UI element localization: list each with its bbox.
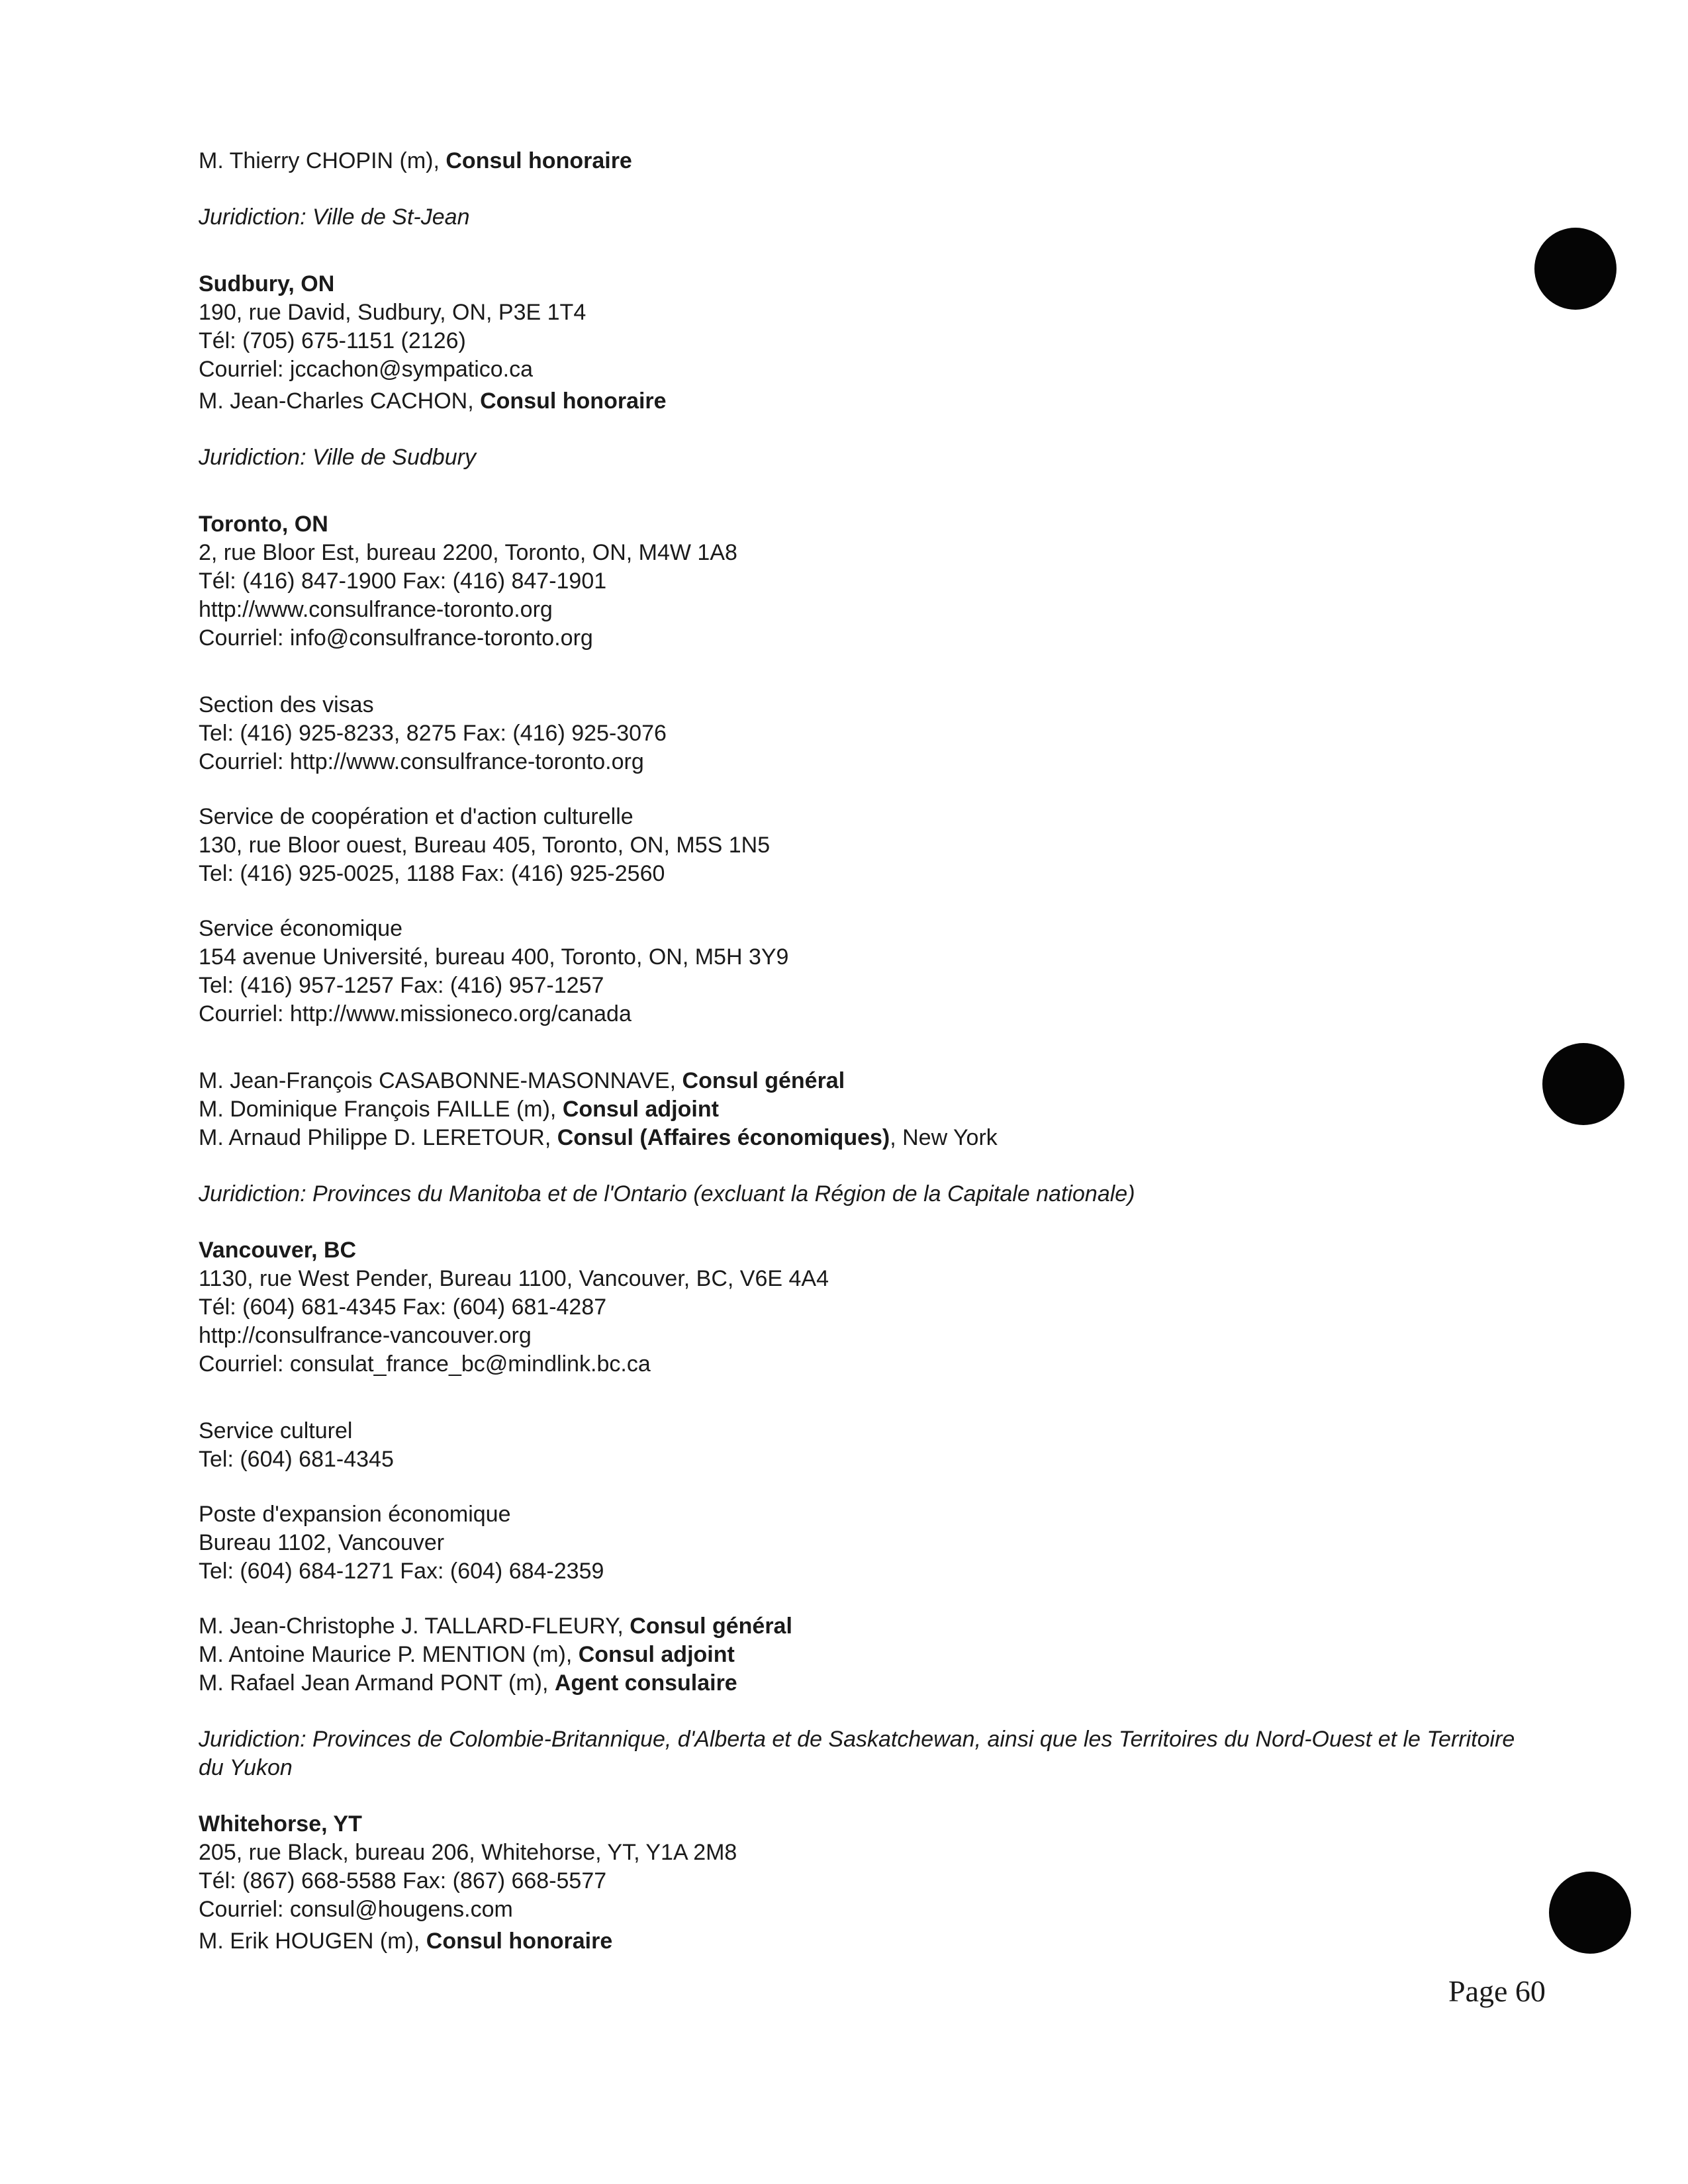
office-address: 1130, rue West Pender, Bureau 1100, Vancouver, BC, V6E 4A4 — [199, 1266, 829, 1291]
document-body — [199, 147, 1523, 1956]
staff-line: M. Antoine Maurice P. MENTION (m), Consul adjoint — [199, 1642, 735, 1667]
office-email: Courriel: info@consulfrance-toronto.org — [199, 625, 593, 651]
section-title: Section des visas — [199, 692, 374, 717]
office-address: 205, rue Black, bureau 206, Whitehorse, YT, Y1A 2M8 — [199, 1840, 737, 1865]
section-economic — [199, 1500, 1523, 1586]
section-phone: Tel: (416) 957-1257 Fax: (416) 957-1257 — [199, 973, 604, 998]
section-culture — [199, 1417, 1523, 1474]
office-email: Courriel: consul@hougens.com — [199, 1897, 513, 1922]
punch-hole — [1534, 228, 1617, 310]
name-line: M. Jean-Charles CACHON, Consul honoraire — [199, 388, 667, 414]
office-website: http://www.consulfrance-toronto.org — [199, 597, 553, 622]
staff-line: M. Jean-Christophe J. TALLARD-FLEURY, Consul général — [199, 1614, 792, 1639]
punch-hole — [1542, 1043, 1624, 1125]
section-title: Service économique — [199, 916, 403, 941]
office-vancouver — [199, 1236, 1523, 1782]
section-phone: Tel: (416) 925-0025, 1188 Fax: (416) 925-2560 — [199, 861, 665, 886]
punch-hole — [1549, 1872, 1631, 1954]
section-email: Courriel: http://www.consulfrance-toronto.org — [199, 749, 644, 774]
staff-list — [199, 1067, 1523, 1152]
section-visas — [199, 691, 1523, 776]
section-phone: Tel: (604) 681-4345 — [199, 1447, 394, 1472]
section-economic — [199, 915, 1523, 1028]
office-address: 190, rue David, Sudbury, ON, P3E 1T4 — [199, 300, 586, 325]
office-title: Vancouver, BC — [199, 1238, 357, 1263]
staff-list — [199, 1612, 1523, 1698]
office-sudbury — [199, 270, 1523, 472]
section-email: Courriel: http://www.missioneco.org/canada — [199, 1001, 632, 1026]
office-phone: Tél: (416) 847-1900 Fax: (416) 847-1901 — [199, 569, 607, 594]
section-address: 154 avenue Université, bureau 400, Toronto, ON, M5H 3Y9 — [199, 944, 789, 970]
jurisdiction: Juridiction: Provinces de Colombie-Britannique, d'Alberta et de Saskatchewan, ainsi que les Territoires du Nord-Ouest et le Territoire du Yukon — [199, 1727, 1515, 1780]
staff-line: M. Arnaud Philippe D. LERETOUR, Consul (Affaires économiques), New York — [199, 1125, 998, 1150]
name-line: M. Erik HOUGEN (m), Consul honoraire — [199, 1929, 613, 1954]
office-phone: Tél: (604) 681-4345 Fax: (604) 681-4287 — [199, 1295, 607, 1320]
office-title: Sudbury, ON — [199, 271, 335, 296]
office-title: Whitehorse, YT — [199, 1811, 362, 1837]
office-address: 2, rue Bloor Est, bureau 2200, Toronto, ON, M4W 1A8 — [199, 540, 737, 565]
office-email: Courriel: consulat_france_bc@mindlink.bc.ca — [199, 1351, 651, 1377]
office-toronto — [199, 510, 1523, 1208]
staff-line: M. Jean-François CASABONNE-MASONNAVE, Consul général — [199, 1068, 845, 1093]
office-phone: Tél: (705) 675-1151 (2126) — [199, 328, 466, 353]
page-number: Page 60 — [1448, 1974, 1546, 2008]
office-whitehorse — [199, 1810, 1523, 1956]
section-culture — [199, 803, 1523, 888]
name-line: M. Thierry CHOPIN (m), Consul honoraire — [199, 148, 632, 173]
staff-line: M. Rafael Jean Armand PONT (m), Agent consulaire — [199, 1670, 737, 1696]
jurisdiction: Juridiction: Ville de St-Jean — [199, 205, 470, 230]
section-address: 130, rue Bloor ouest, Bureau 405, Toronto, ON, M5S 1N5 — [199, 833, 771, 858]
jurisdiction: Juridiction: Ville de Sudbury — [199, 445, 476, 470]
section-title: Service culturel — [199, 1418, 353, 1443]
section-phone: Tel: (604) 684-1271 Fax: (604) 684-2359 — [199, 1559, 604, 1584]
section-address: Bureau 1102, Vancouver — [199, 1530, 445, 1555]
office-website: http://consulfrance-vancouver.org — [199, 1323, 532, 1348]
staff-line: M. Dominique François FAILLE (m), Consul adjoint — [199, 1097, 719, 1122]
office-title: Toronto, ON — [199, 512, 328, 537]
office-phone: Tél: (867) 668-5588 Fax: (867) 668-5577 — [199, 1868, 607, 1893]
section-title: Service de coopération et d'action culturelle — [199, 804, 633, 829]
section-title: Poste d'expansion économique — [199, 1502, 511, 1527]
jurisdiction: Juridiction: Provinces du Manitoba et de l'Ontario (excluant la Région de la Capitale nationale) — [199, 1181, 1135, 1206]
section-phone: Tel: (416) 925-8233, 8275 Fax: (416) 925-3076 — [199, 721, 667, 746]
office-email: Courriel: jccachon@sympatico.ca — [199, 357, 534, 382]
